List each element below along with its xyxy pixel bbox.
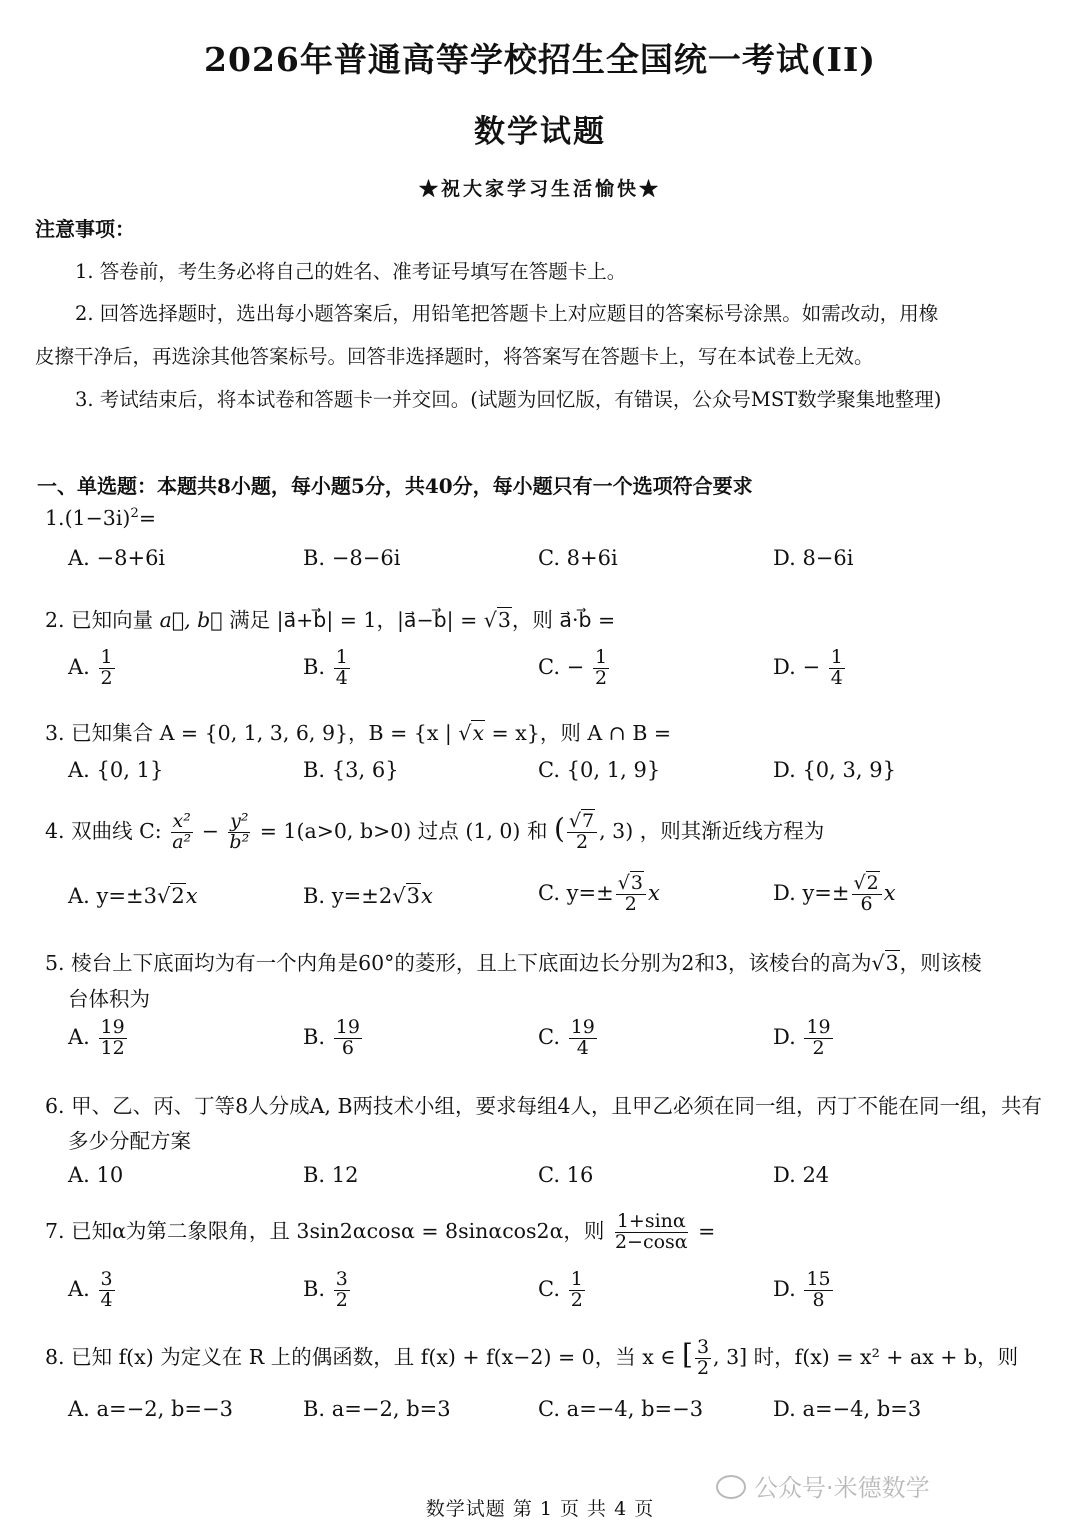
q6-option-a: A. 10 bbox=[68, 1163, 124, 1187]
q4-f1-den: a² bbox=[172, 831, 192, 853]
q2-option-d bbox=[773, 648, 847, 689]
sqrt-symbol: √ bbox=[871, 951, 885, 975]
q5-c-den: 4 bbox=[576, 1036, 589, 1059]
q4-c-den: 2 bbox=[624, 892, 637, 915]
q5-d-label: D. bbox=[773, 1024, 796, 1049]
q2-c-label: C. − bbox=[538, 654, 585, 679]
q5-c-label: C. bbox=[538, 1024, 560, 1049]
subject-title: 数学试题 bbox=[474, 114, 606, 150]
q8-option-b: B. a=−2, b=3 bbox=[303, 1397, 451, 1421]
q7-a-label: A. bbox=[68, 1276, 90, 1301]
exam-title: 2026年普通高等学校招生全国统一考试(II) bbox=[204, 40, 876, 79]
q2-c-fraction bbox=[593, 648, 609, 689]
q1-option-b: B. −8−6i bbox=[303, 546, 401, 570]
q7-b-label: B. bbox=[303, 1276, 326, 1301]
q2-a-fraction bbox=[99, 648, 115, 689]
q4-option-c bbox=[538, 874, 660, 915]
q5-line1-b: ，则该棱 bbox=[899, 951, 982, 975]
q4-point-rest: , 3) bbox=[599, 819, 634, 843]
question-3-stem bbox=[45, 716, 671, 746]
q3-option-a: A. {0, 1} bbox=[68, 758, 164, 782]
q8-option-a: A. a=−2, b=−3 bbox=[68, 1397, 233, 1421]
q3-stem-a: 3. 已知集合 A = {0, 1, 3, 6, 9}，B = {x | bbox=[45, 721, 459, 745]
q7-b-fraction bbox=[334, 1270, 350, 1311]
q1-equals: = bbox=[138, 506, 157, 530]
q1-num: 1. bbox=[45, 506, 65, 530]
question-7-stem bbox=[45, 1212, 715, 1253]
q4-option-b bbox=[303, 884, 433, 908]
q5-a-den: 12 bbox=[100, 1036, 125, 1059]
q5-a-fraction bbox=[99, 1018, 127, 1059]
q2-pre: 2. 已知向量 bbox=[45, 608, 154, 632]
q4-option-d bbox=[773, 874, 896, 915]
q7-c-fraction bbox=[569, 1270, 585, 1311]
q4-d-den: 6 bbox=[860, 892, 873, 915]
q2-b-den: 4 bbox=[335, 666, 348, 689]
q8-option-c: C. a=−4, b=−3 bbox=[538, 1397, 704, 1421]
q2-option-a bbox=[68, 648, 117, 689]
q2-a-den: 2 bbox=[100, 666, 113, 689]
q2-a-num: 1 bbox=[100, 646, 113, 668]
q6-option-b: B. 12 bbox=[303, 1163, 359, 1187]
q4-a-pre: A. y=±3 bbox=[68, 884, 157, 908]
q2-option-b bbox=[303, 648, 352, 689]
q1-option-c: C. 8+6i bbox=[538, 546, 618, 570]
q2-d-label: D. − bbox=[773, 654, 821, 679]
q4-point-fraction bbox=[567, 812, 597, 853]
question-4-stem bbox=[45, 812, 824, 853]
q5-line1-a: 5. 棱台上下底面均为有一个内角是60°的菱形，且上下底面边长分别为2和3，该棱台的高为 bbox=[45, 951, 872, 975]
q4-a-post: x bbox=[185, 884, 198, 908]
q8-b-num: 3 bbox=[696, 1336, 710, 1359]
question-6-line-1: 6. 甲、乙、丙、丁等8人分成A, B两技术小组，要求每组4人，且甲乙必须在同一组，丙丁不能在同一组，共有 bbox=[45, 1094, 1043, 1118]
q3-option-d: D. {0, 3, 9} bbox=[773, 758, 896, 782]
q4-c-rad: 3 bbox=[630, 872, 643, 894]
q4-c-num bbox=[616, 874, 646, 895]
q5-c-num: 19 bbox=[570, 1016, 595, 1038]
q5-option-d bbox=[773, 1018, 835, 1059]
question-5-line-2: 台体积为 bbox=[68, 987, 150, 1011]
q2-radicand: 3 bbox=[497, 608, 511, 632]
q7-option-a bbox=[68, 1270, 117, 1311]
q5-d-den: 2 bbox=[812, 1036, 825, 1059]
q5-b-fraction bbox=[334, 1018, 362, 1059]
question-2-stem: 2. 已知向量 a⃗, b⃗ 满足 |a⃗+b⃗| = 1，|a⃗−b⃗| = √3，则 a⃗·b⃗ = bbox=[45, 608, 616, 632]
q4-b-pre: B. y=±2 bbox=[303, 884, 393, 908]
q8-interval-rest: , 3] bbox=[713, 1345, 748, 1369]
q4-d-rad: 2 bbox=[866, 872, 879, 894]
q8-post: 时，f(x) = x² + ax + b，则 bbox=[753, 1345, 1019, 1369]
q1-option-d: D. 8−6i bbox=[773, 546, 854, 570]
q2-b-fraction bbox=[334, 648, 350, 689]
section-heading: 一、单选题：本题共8小题，每小题5分，共40分，每小题只有一个选项符合要求 bbox=[37, 474, 753, 498]
q4-c-fraction bbox=[616, 874, 646, 915]
q4-d-post: x bbox=[883, 880, 896, 905]
q7-c-label: C. bbox=[538, 1276, 560, 1301]
q5-b-den: 6 bbox=[341, 1036, 354, 1059]
q4-option-a bbox=[68, 884, 198, 908]
q4-mid: = 1(a>0, b>0) 过点 (1, 0) 和 bbox=[259, 819, 548, 843]
q5-b-num: 19 bbox=[335, 1016, 360, 1038]
q5-d-fraction bbox=[804, 1018, 832, 1059]
question-6-line-2: 多少分配方案 bbox=[68, 1129, 191, 1153]
q5-option-c bbox=[538, 1018, 599, 1059]
q7-c-den: 2 bbox=[570, 1288, 583, 1311]
q4-point-open: ( bbox=[553, 812, 565, 845]
q4-c-post: x bbox=[647, 880, 660, 905]
q2-vectors: a⃗, b⃗ bbox=[159, 608, 223, 632]
q4-point-rad: 7 bbox=[582, 810, 595, 833]
q5-c-fraction bbox=[569, 1018, 597, 1059]
q5-option-a bbox=[68, 1018, 129, 1059]
q4-a-rad: 2 bbox=[171, 884, 185, 908]
q3-stem-b: = x}，则 A ∩ B = bbox=[485, 721, 672, 745]
q2-d-fraction bbox=[829, 648, 845, 689]
q6-option-c: C. 16 bbox=[538, 1163, 594, 1187]
sqrt-symbol: √ bbox=[392, 884, 406, 908]
q2-a-label: A. bbox=[68, 654, 90, 679]
q7-d-den: 8 bbox=[812, 1288, 825, 1311]
sqrt-symbol: √ bbox=[458, 721, 472, 745]
sqrt-symbol: √ bbox=[853, 872, 866, 894]
q4-f1-num: x² bbox=[172, 810, 191, 833]
q4-f2-den: b² bbox=[229, 831, 250, 853]
q7-d-fraction bbox=[804, 1270, 832, 1311]
q2-cond1: |a⃗+b⃗| = 1 bbox=[276, 608, 377, 632]
q7-d-num: 15 bbox=[806, 1268, 831, 1290]
q4-pre: 4. 双曲线 C: bbox=[45, 819, 162, 843]
q5-b-label: B. bbox=[303, 1024, 326, 1049]
q3-option-b: B. {3, 6} bbox=[303, 758, 399, 782]
page-footer: 数学试题 第 1 页 共 4 页 bbox=[425, 1498, 655, 1520]
q7-a-fraction bbox=[99, 1270, 115, 1311]
notice-heading: 注意事项： bbox=[35, 217, 135, 241]
q1-option-a: A. −8+6i bbox=[68, 546, 166, 570]
q5-a-label: A. bbox=[68, 1024, 90, 1049]
q8-pre: 8. 已知 f(x) 为定义在 R 上的偶函数，且 f(x) + f(x−2) = 0，当 x ∈ bbox=[45, 1345, 676, 1369]
q2-d-den: 4 bbox=[830, 666, 843, 689]
q4-d-num bbox=[852, 874, 882, 895]
q2-b-num: 1 bbox=[335, 646, 348, 668]
q2-post: ，则 a⃗·b⃗ = bbox=[511, 608, 616, 632]
q2-c-num: 1 bbox=[594, 646, 608, 668]
q8-b-den: 2 bbox=[696, 1357, 710, 1379]
sqrt-symbol: √ bbox=[156, 884, 171, 908]
q7-fraction bbox=[613, 1212, 690, 1253]
q4-d-fraction bbox=[852, 874, 882, 915]
q8-interval-fraction bbox=[695, 1338, 711, 1379]
q7-option-c bbox=[538, 1270, 587, 1311]
notice-item-3: 3. 考试结束后，将本试卷和答题卡一并交回。(试题为回忆版，有错误，公众号MST数学聚集地整理) bbox=[75, 388, 942, 411]
sqrt-symbol: √ bbox=[483, 608, 497, 632]
q4-c-pre: C. y=± bbox=[538, 880, 614, 905]
q7-a-num: 3 bbox=[100, 1268, 113, 1290]
q4-post: ，则其渐近线方程为 bbox=[639, 819, 825, 843]
q7-b-den: 2 bbox=[335, 1288, 348, 1311]
q1-expr: (1−3i) bbox=[64, 506, 131, 530]
sqrt-symbol: √ bbox=[617, 872, 630, 894]
q4-minus: − bbox=[201, 819, 219, 843]
q2-b-label: B. bbox=[303, 654, 326, 679]
q4-point-num bbox=[567, 812, 597, 833]
q7-b-num: 3 bbox=[335, 1268, 348, 1290]
notice-item-2-line-1: 2. 回答选择题时，选出每小题答案后，用铅笔把答题卡上对应题目的答案标号涂黑。如需改动，用橡 bbox=[75, 302, 939, 325]
question-5-line-1 bbox=[45, 946, 982, 976]
q5-option-b bbox=[303, 1018, 364, 1059]
question-8-stem bbox=[45, 1338, 1018, 1379]
q4-b-post: x bbox=[420, 884, 433, 908]
q7-pre: 7. 已知α为第二象限角，且 3sin2αcosα = 8sinαcos2α，则 bbox=[45, 1218, 605, 1243]
q2-d-num: 1 bbox=[830, 646, 843, 668]
q1-exponent: 2 bbox=[130, 506, 139, 522]
question-1-stem bbox=[45, 506, 156, 530]
q6-option-d: D. 24 bbox=[773, 1163, 830, 1187]
q7-post: = bbox=[698, 1218, 716, 1243]
q2-mid: 满足 bbox=[229, 608, 271, 632]
q4-fraction-y bbox=[227, 812, 251, 853]
q7-d-label: D. bbox=[773, 1276, 796, 1301]
q7-a-den: 4 bbox=[100, 1288, 113, 1311]
q3-radicand: x bbox=[472, 721, 484, 745]
q7-option-d bbox=[773, 1270, 835, 1311]
q7-c-num: 1 bbox=[570, 1268, 583, 1290]
q2-c-den: 2 bbox=[594, 666, 608, 689]
sqrt-symbol: √ bbox=[568, 810, 582, 833]
q5-a-num: 19 bbox=[100, 1016, 125, 1038]
q7-option-b bbox=[303, 1270, 352, 1311]
q2-option-c bbox=[538, 648, 611, 689]
q7-f-den: 2−cosα bbox=[614, 1230, 688, 1253]
notice-item-2-line-2: 皮擦干净后，再选涂其他答案标号。回答非选择题时，将答案写在答题卡上，写在本试卷上无效。 bbox=[35, 345, 874, 368]
q8-interval-open: [ bbox=[682, 1338, 693, 1371]
q4-f2-num: y² bbox=[230, 810, 249, 833]
q7-f-num: 1+sinα bbox=[616, 1210, 686, 1232]
q3-option-c: C. {0, 1, 9} bbox=[538, 758, 661, 782]
q2-cond2: |a⃗−b⃗| = bbox=[396, 608, 484, 632]
wish-line: ★祝大家学习生活愉快★ bbox=[418, 178, 661, 200]
q4-d-pre: D. y=± bbox=[773, 880, 850, 905]
q8-option-d: D. a=−4, b=3 bbox=[773, 1397, 922, 1421]
q4-b-rad: 3 bbox=[406, 884, 420, 908]
q5-radicand: 3 bbox=[885, 951, 899, 975]
q4-point-den: 2 bbox=[575, 831, 589, 853]
notice-item-1: 1. 答卷前，考生务必将自己的姓名、准考证号填写在答题卡上。 bbox=[75, 260, 627, 283]
q5-d-num: 19 bbox=[806, 1016, 831, 1038]
q4-fraction-x bbox=[170, 812, 193, 853]
watermark-text: 公众号·米德数学 bbox=[754, 1474, 930, 1502]
